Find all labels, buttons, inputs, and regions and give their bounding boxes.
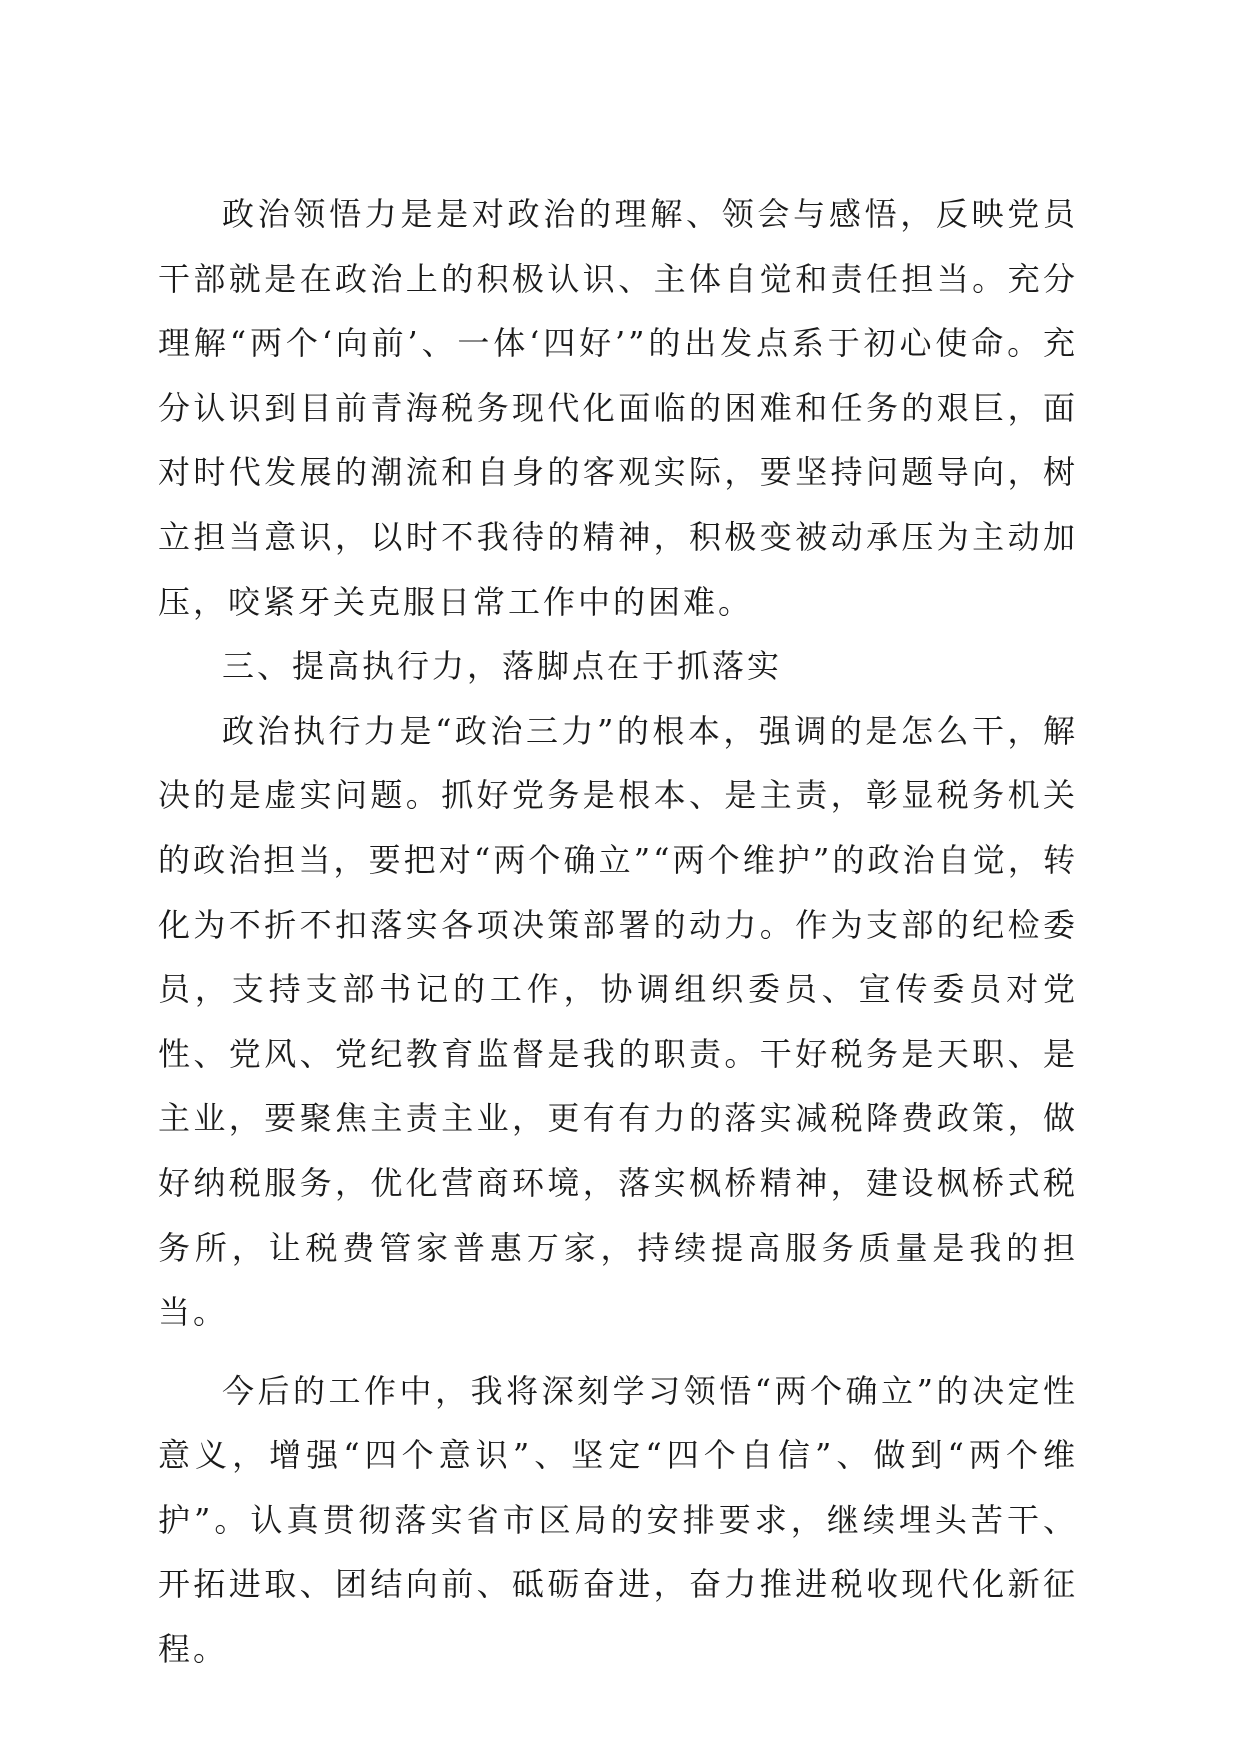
paragraph-political-execution: 政治执行力是“政治三力”的根本，强调的是怎么干，解决的是虚实问题。抓好党务是根本、是主责，彰显税务机关的政治担当，要把对“两个确立”“两个维护”的政治自觉，转化为不折不扣落实各项决策部署的动力。作为支部的纪检委员，支持支部书记的工作，协调组织委员、宣传委员对党性、党风、党纪教育监督是我的职责。干好税务是天职、是主业，要聚焦主责主业，更有有力的落实减税降费政策，做好纳税服务，优化营商环境，落实枫桥精神，建设枫桥式税务所，让税费管家普惠万家，持续提高服务质量是我的担当。	[158, 711, 1078, 1332]
paragraph-future-work: 今后的工作中，我将深刻学习领悟“两个确立”的决定性意义，增强“四个意识”、坚定“四个自信”、做到“两个维护”。认真贯彻落实省市区局的安排要求，继续埋头苦干、开拓进取、团结向前、砥砺奋进，奋力推进税收现代化新征程。	[158, 1371, 1078, 1669]
document-body	[158, 182, 1078, 1682]
section-heading-execution: 三、提高执行力，落脚点在于抓落实	[222, 647, 783, 686]
paragraph-political-comprehension: 政治领悟力是是对政治的理解、领会与感悟，反映党员干部就是在政治上的积极认识、主体自觉和责任担当。充分理解“两个‘向前’、一体‘四好’”的出发点系于初心使命。充分认识到目前青海税务现代化面临的困难和任务的艰巨，面对时代发展的潮流和自身的客观实际，要坚持问题导向，树立担当意识，以时不我待的精神，积极变被动承压为主动加压，咬紧牙关克服日常工作中的困难。	[158, 195, 1078, 621]
